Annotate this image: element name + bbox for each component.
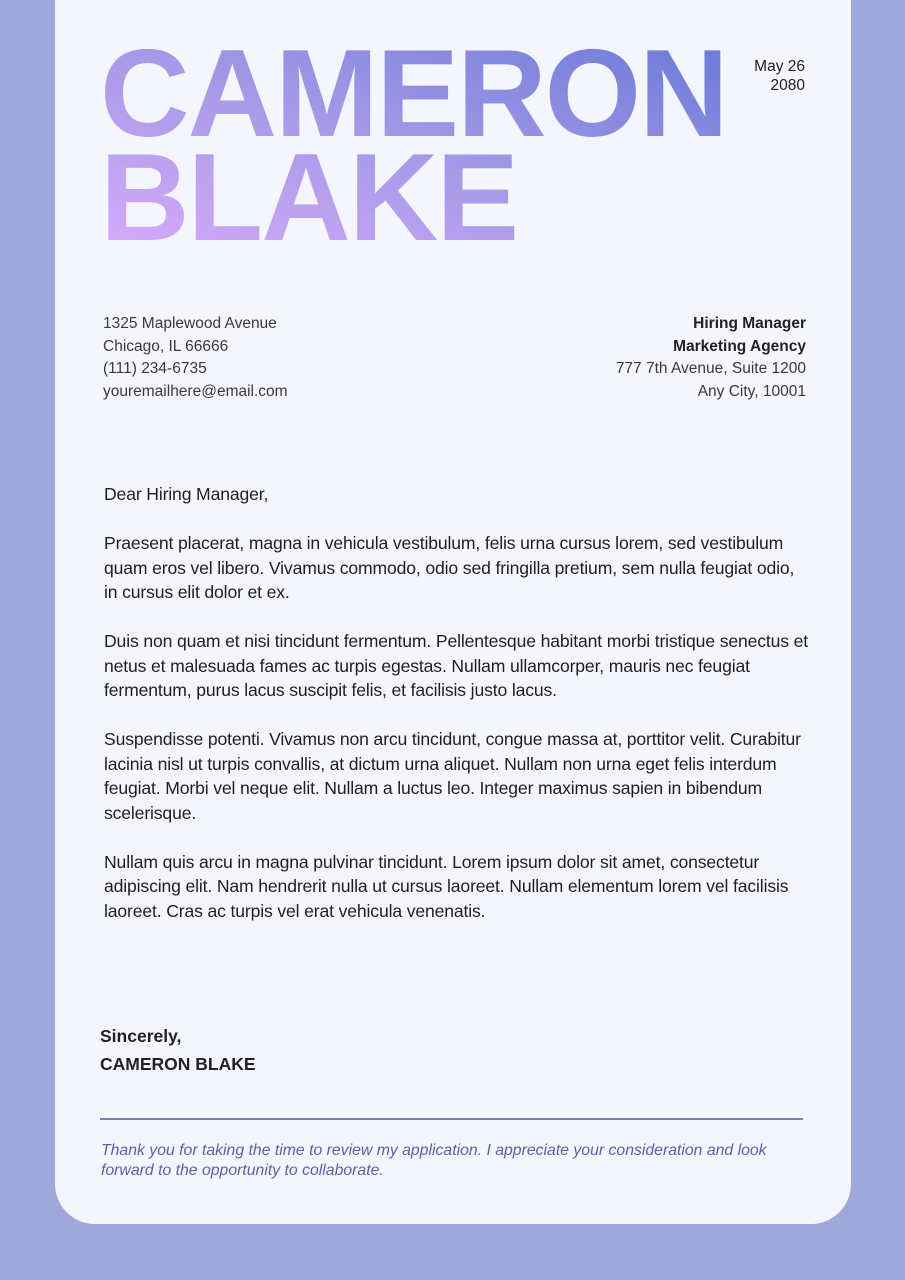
recipient-city: Any City, 10001 — [697, 383, 806, 401]
sender-city: Chicago, IL 66666 — [103, 337, 229, 355]
signature: CAMERON BLAKE — [100, 1054, 256, 1074]
sender-email: youremailhere@email.com — [103, 383, 288, 401]
date-month-day: May 26 — [754, 58, 805, 75]
body-paragraph-3: Suspendisse potenti. Vivamus non arcu tincidunt, congue massa at, porttitor velit. Curabitur lacinia nisl ut turpis convallis, at dictum urna aliquet. Nullam non urna eget felis interdum feugiat. Morbi vel neque elit. Nullam a luctus leo. Integer maximus sapien in bibendum scelerisque. — [104, 729, 801, 823]
footer-divider — [100, 1118, 803, 1120]
name-first: CAMERON — [100, 25, 727, 163]
sender-phone: (111) 234-6735 — [103, 360, 207, 378]
name-last: BLAKE — [100, 129, 518, 267]
footer-note: Thank you for taking the time to review my application. I appreciate your consideration and look forward to the opportunity to collaborate. — [101, 1142, 767, 1179]
date-year: 2080 — [770, 77, 805, 94]
closing: Sincerely, — [100, 1026, 182, 1046]
applicant-name-heading — [100, 25, 727, 267]
body-paragraph-1: Praesent placerat, magna in vehicula vestibulum, felis urna cursus lorem, sed vestibulum quam eros vel libero. Vivamus commodo, odio sed fringilla pretium, sem nulla feugiat odio, in cursus elit dolor et ex. — [104, 533, 795, 602]
recipient-company: Marketing Agency — [673, 337, 806, 355]
recipient-title: Hiring Manager — [693, 315, 806, 332]
recipient-address-block — [616, 313, 806, 404]
sender-address-block — [103, 313, 288, 404]
sender-street: 1325 Maplewood Avenue — [103, 315, 277, 332]
letter-date — [754, 57, 805, 95]
salutation: Dear Hiring Manager, — [104, 484, 269, 504]
recipient-street: 777 7th Avenue, Suite 1200 — [615, 360, 806, 378]
letter-body — [104, 482, 809, 948]
body-paragraph-2: Duis non quam et nisi tincidunt fermentum. Pellentesque habitant morbi tristique senectus et netus et malesuada fames ac turpis egestas. Nullam ullamcorper, mauris nec feugiat fermentum, purus lacus suscipit felis, et facilisis justo lacus. — [104, 631, 809, 700]
body-paragraph-4: Nullam quis arcu in magna pulvinar tincidunt. Lorem ipsum dolor sit amet, consectetur adipiscing elit. Nam hendrerit nulla ut cursus laoreet. Nullam elementum lorem vel facilisis laoreet. Cras ac turpis vel erat vehicula venenatis. — [104, 851, 789, 921]
signoff-block — [100, 1022, 256, 1078]
